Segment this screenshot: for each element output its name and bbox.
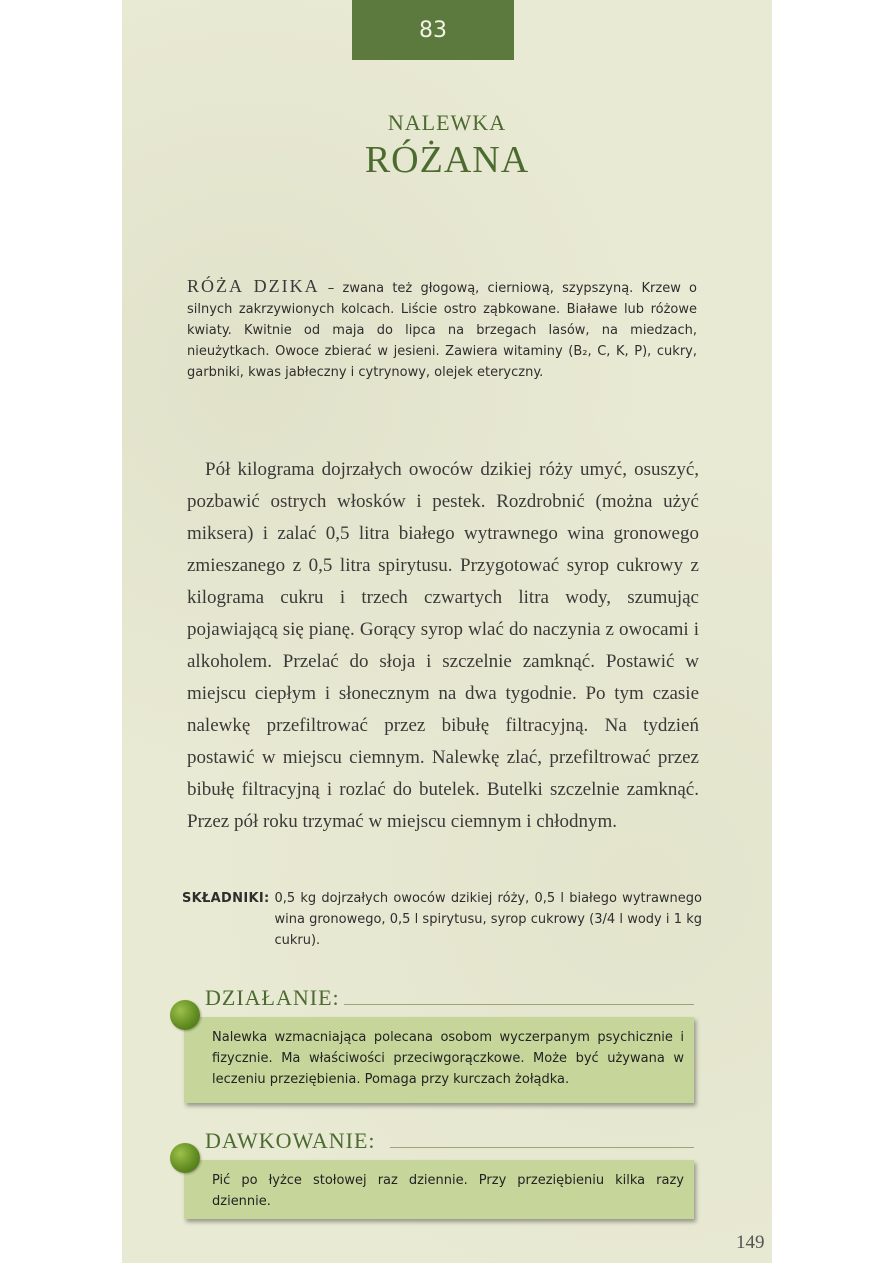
dosage-divider	[390, 1147, 694, 1148]
dosage-box	[184, 1160, 694, 1219]
recipe-number-tab	[352, 0, 514, 60]
effect-text: Nalewka wzmacniająca polecana osobom wyczerpanym psychicznie i fizycznie. Ma właściwości przeciwgorączkowe. Może być używana w leczeniu przeziębienia. Pomaga przy kurczach żołądka.	[212, 1030, 684, 1087]
book-page	[122, 0, 772, 1263]
title-line-2: RÓŻANA	[364, 139, 530, 181]
effect-heading: DZIAŁANIE:	[205, 985, 340, 1010]
effect-box	[184, 1017, 694, 1103]
ingredients-label: SKŁADNIKI:	[182, 891, 270, 906]
effect-bullet-icon	[170, 1000, 200, 1030]
intro-lead: RÓŻA DZIKA	[187, 276, 320, 296]
page-number: 149	[736, 1232, 765, 1253]
intro-paragraph	[187, 276, 697, 383]
dosage-heading: DAWKOWANIE:	[205, 1128, 376, 1153]
ingredients-block	[182, 888, 702, 951]
dosage-bullet-icon	[170, 1143, 200, 1173]
ingredients-text: 0,5 kg dojrzałych owoców dzikiej róży, 0,5 l białego wytrawnego wina gronowego, 0,5 l spirytusu, syrop cukrowy (3/4 l wody i 1 kg cukru).	[274, 891, 702, 948]
title-line-1: NALEWKA	[387, 110, 507, 135]
dosage-text: Pić po łyżce stołowej raz dziennie. Przy przeziębieniu kilka razy dziennie.	[212, 1173, 684, 1209]
recipe-number: 83	[419, 17, 447, 43]
effect-divider	[344, 1004, 694, 1005]
recipe-body: Pół kilograma dojrzałych owoców dzikiej róży umyć, osuszyć, pozbawić ostrych włosków i pestek. Rozdrobnić (można użyć miksera) i zalać 0,5 litra białego wytrawnego wina gronowego zmieszanego z 0,5 litra spirytusu. Przygotować syrop cukrowy z kilograma cukru i trzech czwartych litra wody, szumując pojawiającą się pianę. Gorący syrop wlać do naczynia z owocami i alkoholem. Przelać do słoja i szczelnie zamknąć. Postawić w miejscu ciepłym i słonecznym na dwa tygodnie. Po tym czasie nalewkę przefiltrować przez bibułę filtracyjną. Na tydzień postawić w miejscu ciemnym. Nalewkę zlać, przefiltrować przez bibułę filtracyjną i rozlać do butelek. Butelki szczelnie zamknąć. Przez pół roku trzymać w miejscu ciemnym i chłodnym.	[187, 459, 699, 832]
intro-text: – zwana też głogową, cierniową, szypszyną. Krzew o silnych zakrzywionych kolcach. Liście ostro ząbkowane. Białawe lub różowe kwiaty. Kwitnie od maja do lipca na brzegach lasów, na miedzach, nieużytkach. Owoce zbierać w jesieni. Zawiera witaminy (B₂, C, K, P), cukry, garbniki, kwas jabłeczny i cytrynowy, olejek eteryczny.	[187, 281, 697, 380]
